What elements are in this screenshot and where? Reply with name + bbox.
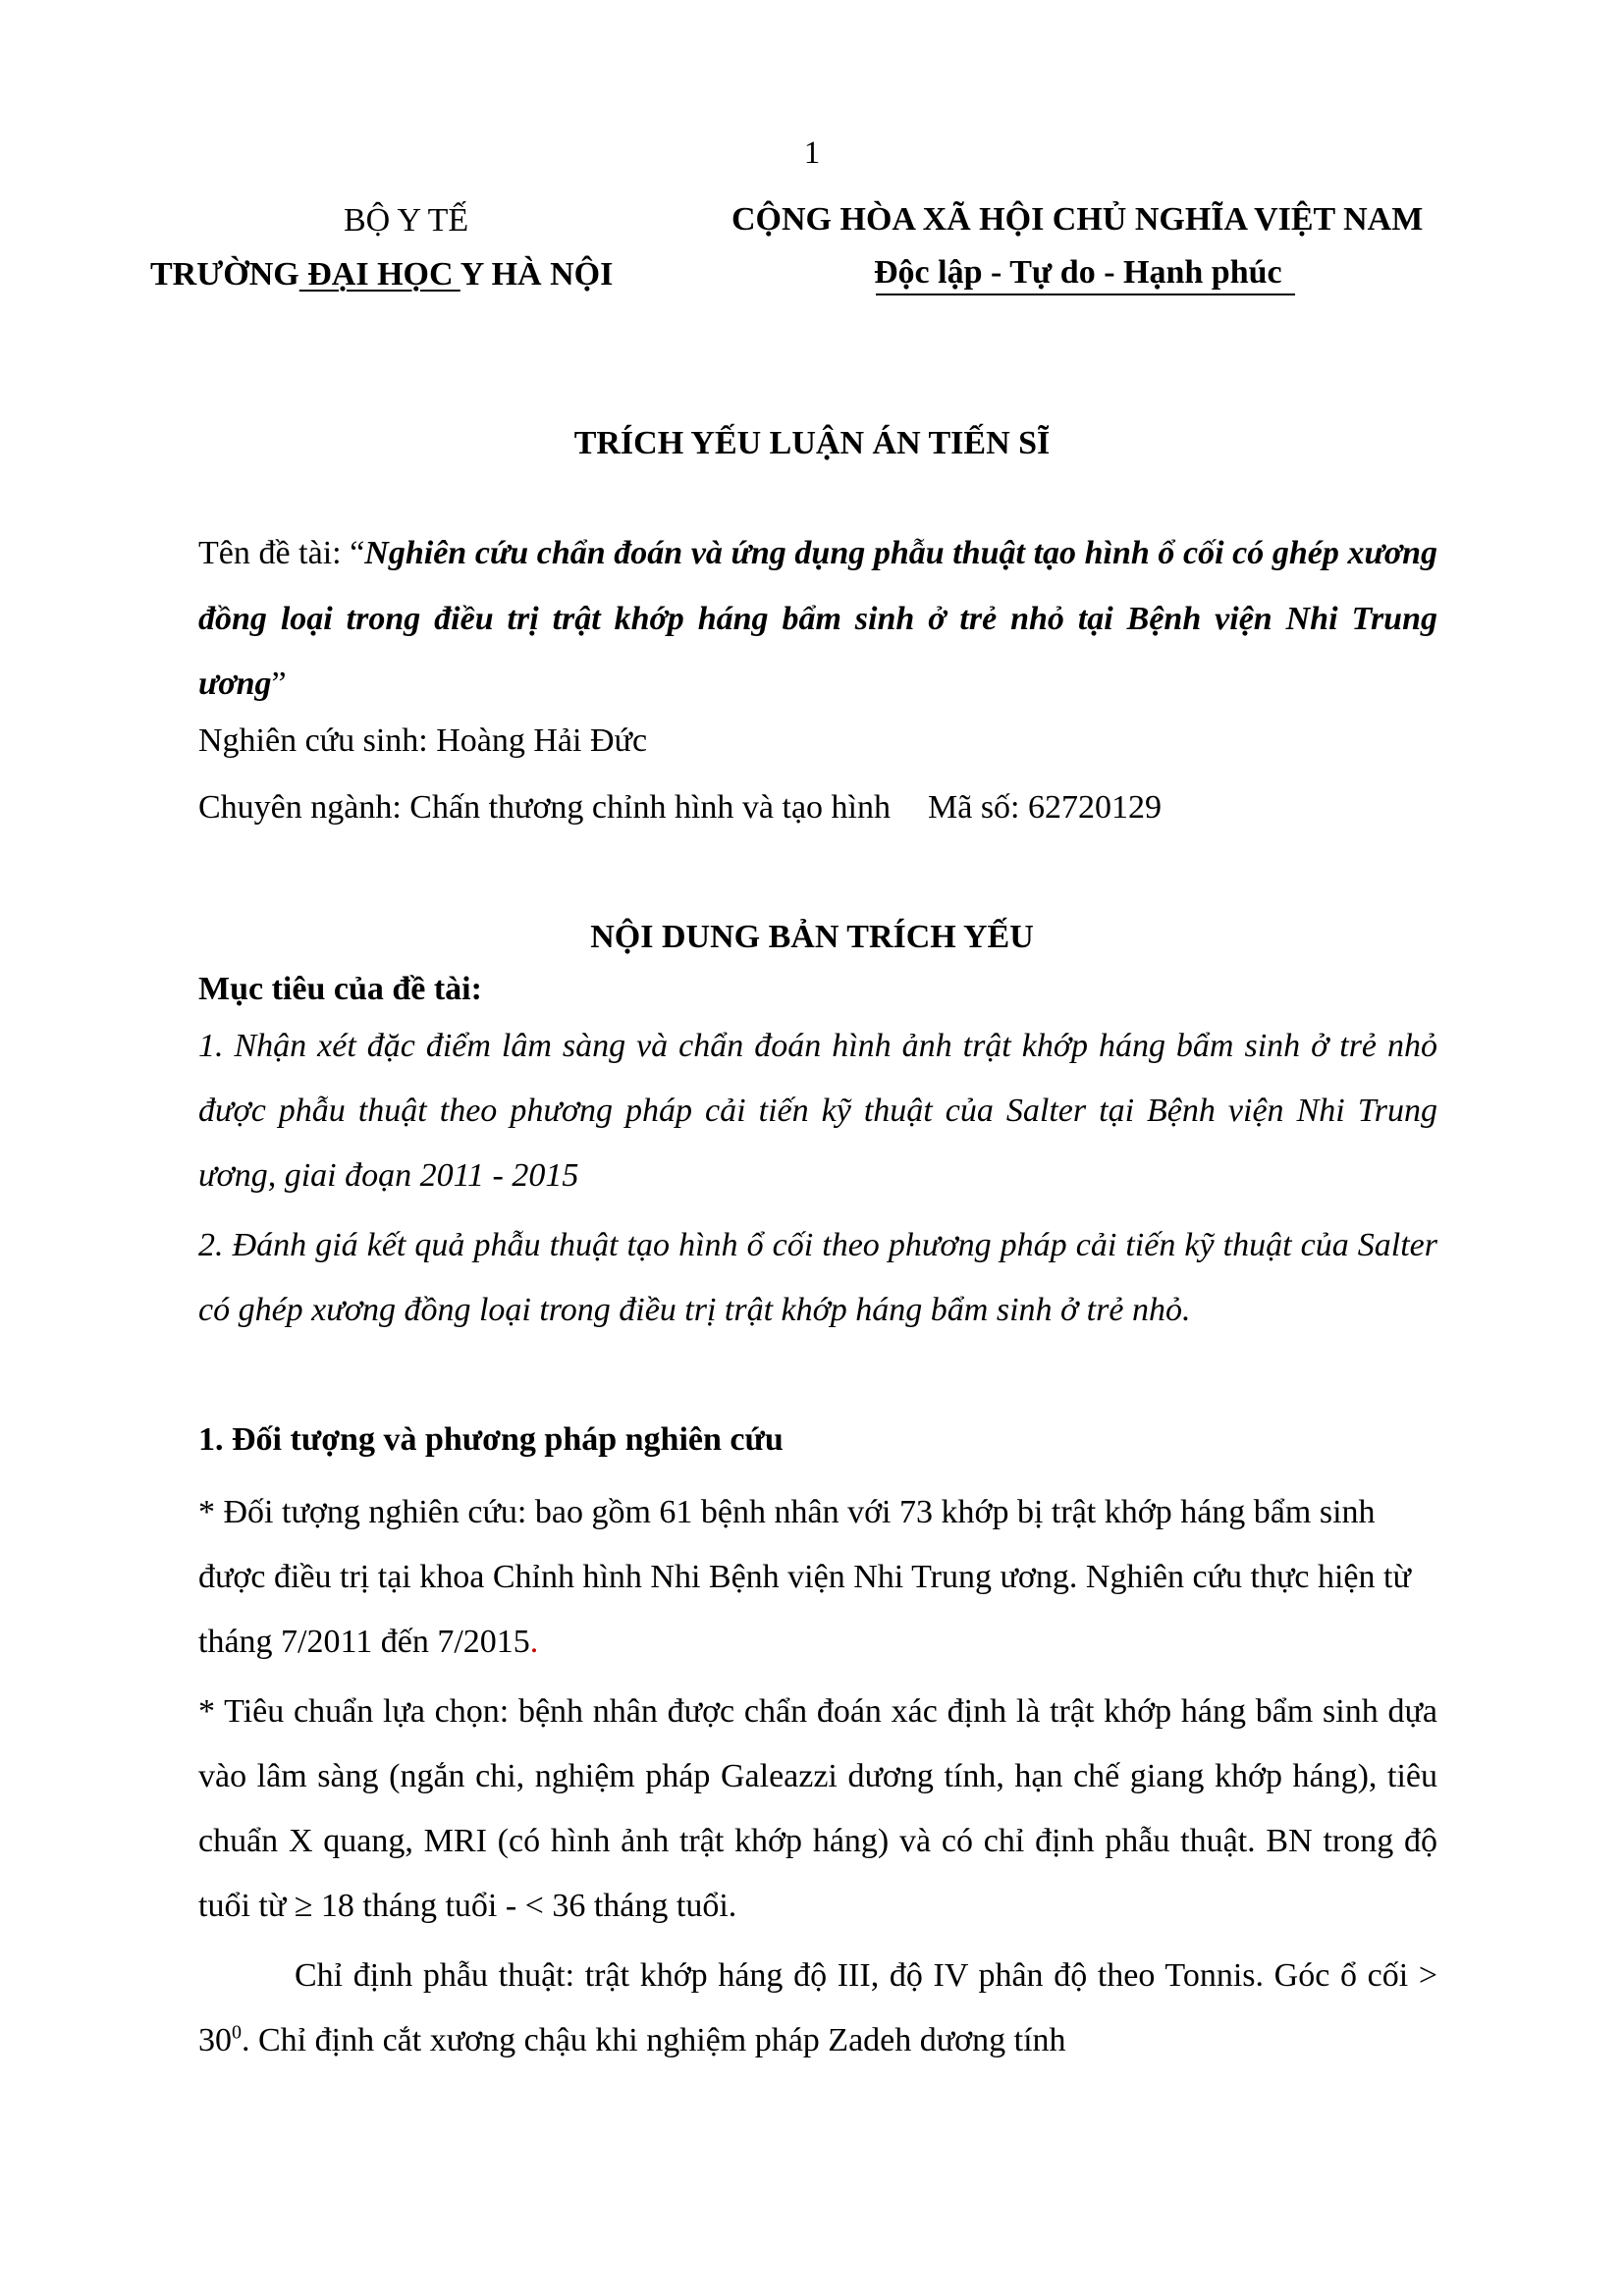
criteria-paragraph: * Tiêu chuẩn lựa chọn: bệnh nhân được chẩn đoán xác định là trật khớp háng bẩm sinh dựa vào lâm sàng (ngắn chi, nghiệm pháp Galeazzi dương tính, hạn chế giang khớp háng), tiêu chuẩn X quang, MRI (có hình ảnh trật khớp háng) và có chỉ định phẫu thuật. BN trong độ tuổi từ ≥ 18 tháng tuổi - < 36 tháng tuổi. [198, 1693, 1437, 1924]
national-motto: Độc lập - Tự do - Hạnh phúc [874, 254, 1282, 291]
section-1-heading: 1. Đối tượng và phương pháp nghiên cứu [198, 1421, 784, 1458]
major-text: Chuyên ngành: Chấn thương chỉnh hình và tạo hình [198, 789, 891, 826]
indication-text-a: Chỉ định phẫu thuật: trật khớp háng độ III, độ IV phân độ theo Tonnis. Góc ổ cối > 30 [198, 1957, 1437, 2058]
degree-superscript: 0 [232, 2021, 242, 2044]
indication-paragraph [198, 1944, 1437, 2073]
subjects-paragraph [198, 1480, 1437, 1675]
topic-title: Nghiên cứu chẩn đoán và ứng dụng phẫu thuật tạo hình ổ cối có ghép xương đồng loại trong điều trị trật khớp háng bẩm sinh ở trẻ nhỏ tại Bệnh viện Nhi Trung ương [198, 535, 1437, 702]
page-number: 1 [803, 135, 821, 171]
major-code: Mã số: 62720129 [928, 789, 1162, 826]
motto-underline [876, 294, 1295, 295]
document-title: TRÍCH YẾU LUẬN ÁN TIẾN SĨ [573, 425, 1051, 461]
content-title: NỘI DUNG BẢN TRÍCH YẾU [590, 919, 1034, 955]
objective-item-2: 2. Đánh giá kết quả phẫu thuật tạo hình ổ cối theo phương pháp cải tiến kỹ thuật của Salter có ghép xương đồng loại trong điều trị trật khớp háng bẩm sinh ở trẻ nhỏ. [198, 1227, 1437, 1328]
university-suffix: Y HÀ NỘI [460, 256, 614, 293]
topic-paragraph [198, 521, 1437, 718]
student-line: Nghiên cứu sinh: Hoàng Hải Đức [198, 722, 648, 759]
objectives-heading: Mục tiêu của đề tài: [198, 971, 482, 1007]
university-name [150, 258, 613, 292]
objective-item-1: 1. Nhận xét đặc điểm lâm sàng và chẩn đoán hình ảnh trật khớp háng bẩm sinh ở trẻ nhỏ được phẫu thuật theo phương pháp cải tiến kỹ thuật của Salter tại Bệnh viện Nhi Trung ương, giai đoạn 2011 - 2015 [198, 1028, 1437, 1194]
republic-name: CỘNG HÒA XÃ HỘI CHỦ NGHĨA VIỆT NAM [731, 201, 1424, 238]
university-underlined: ĐẠI HỌC [298, 256, 460, 293]
indication-text-b: . Chỉ định cắt xương chậu khi nghiệm pháp Zadeh dương tính [242, 2022, 1066, 2058]
major-line [198, 791, 1437, 825]
ministry-name: BỘ Y TẾ [344, 202, 469, 239]
topic-close-quote: ” [271, 666, 287, 702]
topic-label: Tên đề tài: “ [198, 535, 365, 571]
subjects-text: * Đối tượng nghiên cứu: bao gồm 61 bệnh nhân với 73 khớp bị trật khớp háng bẩm sinh được điều trị tại khoa Chỉnh hình Nhi Bệnh viện Nhi Trung ương. Nghiên cứu thực hiện từ tháng 7/2011 đến 7/2015 [198, 1494, 1411, 1660]
university-prefix: TRƯỜNG [150, 256, 299, 293]
subjects-end-mark: . [529, 1624, 539, 1660]
